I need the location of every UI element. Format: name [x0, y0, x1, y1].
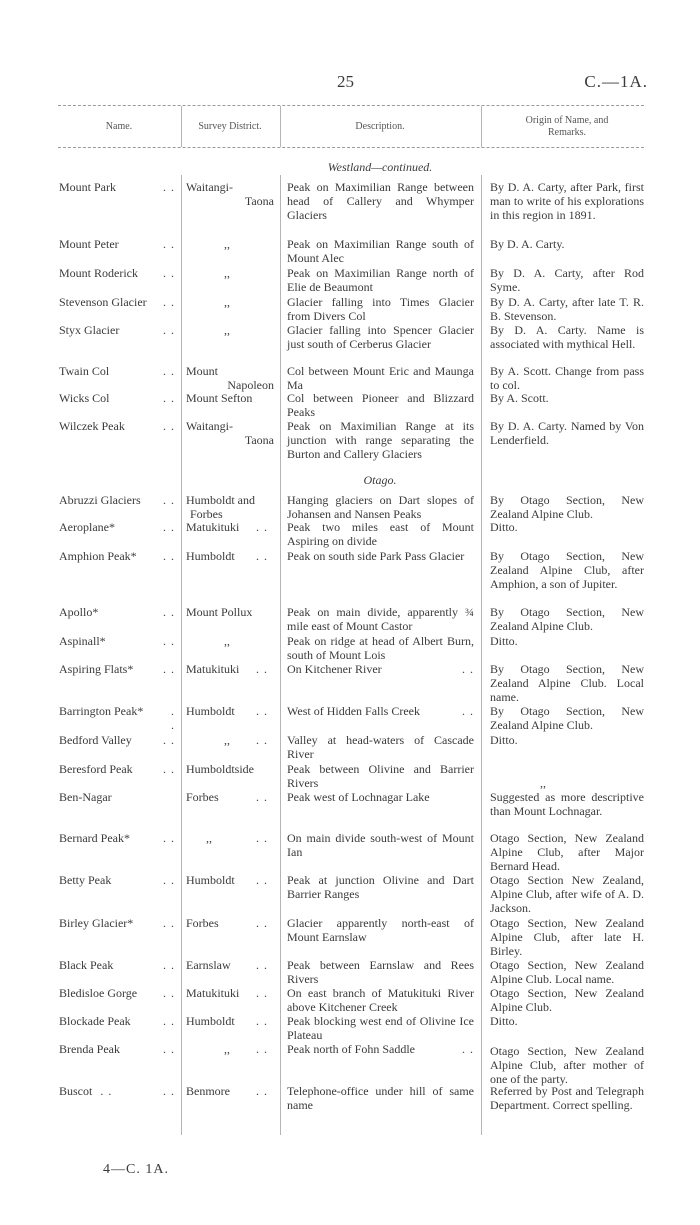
- entry-origin: Otago Section, New Zealand Alpine Club, after mother of one of the party.: [490, 1044, 644, 1086]
- leader-dots: . .: [163, 958, 175, 972]
- column-divider: [280, 106, 281, 147]
- entry-district: Mount Napoleon: [186, 364, 274, 392]
- entry-description: Peak on Maximilian Range between head of Callery and Whymper Glaciers: [287, 180, 474, 222]
- leader-dots: . .: [163, 986, 175, 1000]
- entry-name: [59, 364, 179, 378]
- entry-name-text: Twain Col: [59, 364, 110, 378]
- entry-origin: Otago Section, New Zealand Alpine Club, after Major Bernard Head.: [490, 831, 644, 873]
- leader-dots: . .: [256, 1084, 268, 1098]
- section-title-westland: Westland—continued.: [327, 160, 433, 174]
- entry-name: [59, 180, 179, 194]
- entry-name: [59, 873, 179, 887]
- entry-description: Peak blocking west end of Olivine Ice Plateau: [287, 1014, 474, 1042]
- leader-dots: . .: [163, 762, 175, 776]
- entry-district: Mount Pollux: [186, 605, 253, 619]
- column-divider: [280, 175, 281, 1135]
- header-rule-bottom: [58, 147, 644, 148]
- entry-district: Humboldtside: [186, 762, 254, 776]
- entry-description: [287, 704, 474, 718]
- entry-origin: By Otago Section, New Zealand Alpine Club.: [490, 704, 644, 732]
- page-footer-signature: 4—C. 1A.: [103, 1162, 169, 1177]
- entry-description: Peak two miles east of Mount Aspiring on divide: [287, 520, 474, 548]
- entry-name: [59, 733, 179, 747]
- leader-dots: . .: [163, 237, 175, 251]
- leader-dots: . .: [256, 831, 268, 845]
- entry-description: Peak on south side Park Pass Glacier: [287, 549, 465, 563]
- entry-name: [59, 704, 179, 732]
- entry-name-text: Apollo*: [59, 605, 99, 619]
- entry-name-text: Aspinall*: [59, 634, 106, 648]
- entry-origin: [490, 776, 644, 790]
- entry-description: Peak on ridge at head of Albert Burn, south of Mount Lois: [287, 634, 474, 662]
- entry-name: [59, 634, 179, 648]
- entry-description: Peak west of Lochnagar Lake: [287, 790, 430, 804]
- entry-name-text: Abruzzi Glaciers: [59, 493, 141, 507]
- entry-name-text: Wicks Col: [59, 391, 110, 405]
- entry-district-text: Humboldt: [186, 704, 235, 718]
- entry-description-text: On Kitchener River: [287, 662, 382, 676]
- leader-dots: . .: [163, 266, 175, 280]
- entry-district-text: Humboldt: [186, 1014, 235, 1028]
- leader-dots: . .: [163, 493, 175, 507]
- entry-district: [186, 790, 274, 804]
- leader-dots: . .: [163, 634, 175, 648]
- column-header-name: Name.: [105, 121, 133, 132]
- entry-district: Waitangi- Taona: [186, 419, 274, 447]
- ditto-mark: ,,: [224, 733, 230, 747]
- leader-dots: . .: [462, 662, 474, 676]
- entry-description: Valley at head-waters of Cascade River: [287, 733, 474, 761]
- leader-dots: . .: [256, 1014, 268, 1028]
- entry-name: Ben-Nagar: [59, 790, 112, 804]
- entry-name: [59, 986, 179, 1000]
- entry-name: [59, 916, 179, 930]
- entry-name: [59, 1014, 179, 1028]
- leader-dots: . .: [256, 1042, 268, 1056]
- entry-description: On east branch of Matukituki River above Kitchener Creek: [287, 986, 474, 1014]
- entry-name-text: Aspiring Flats*: [59, 662, 134, 676]
- entry-origin: Suggested as more descriptive than Mount Lochnagar.: [490, 790, 644, 818]
- entry-district: [186, 916, 274, 930]
- entry-district-text: Matukituki: [186, 520, 240, 534]
- entry-district-text: Humboldt: [186, 549, 235, 563]
- entry-district: Mount Sefton: [186, 391, 253, 405]
- leader-dots: . .: [163, 1084, 175, 1098]
- entry-origin: Ditto.: [490, 520, 518, 534]
- entry-origin: Ditto.: [490, 1014, 518, 1028]
- entry-description: Peak on main divide, apparently ¾ mile east of Mount Castor: [287, 605, 474, 633]
- entry-origin: By Otago Section, New Zealand Alpine Club.: [490, 605, 644, 633]
- leader-dots: . .: [256, 916, 268, 930]
- entry-description: Glacier apparently north-east of Mount Earnslaw: [287, 916, 474, 944]
- ditto-mark: ,,: [206, 831, 212, 845]
- section-title-otago: Otago.: [363, 473, 397, 487]
- entry-origin: Otago Section New Zealand, Alpine Club, after wife of A. D. Jackson.: [490, 873, 644, 915]
- entry-district-text: Matukituki: [186, 986, 240, 1000]
- leader-dots: . .: [163, 733, 175, 747]
- entry-description: Peak at junction Olivine and Dart Barrier Ranges: [287, 873, 474, 901]
- entry-name-text: Mount Peter: [59, 237, 119, 251]
- entry-name-text: Barrington Peak*: [59, 704, 144, 718]
- leader-dots: . .: [163, 605, 175, 619]
- entry-description-text: Peak north of Fohn Saddle: [287, 1042, 415, 1056]
- entry-origin: By D. A. Carty, after Park, first man to write of his explorations in this region in 1891.: [490, 180, 644, 222]
- entry-name-text: Styx Glacier: [59, 323, 120, 337]
- entry-description: Glacier falling into Times Glacier from Divers Col: [287, 295, 474, 323]
- entry-description: Peak on Maximilian Range at its junction with range separating the Burton and Callery Glaciers: [287, 419, 474, 461]
- entry-name: [59, 493, 179, 507]
- entry-district: Waitangi- Taona: [186, 180, 274, 208]
- entry-origin: Ditto.: [490, 634, 518, 648]
- entry-origin: By D. A. Carty.: [490, 237, 565, 251]
- entry-name: [59, 662, 179, 676]
- entry-origin: Otago Section, New Zealand Alpine Club, after late H. Birley.: [490, 916, 644, 958]
- entry-district: [186, 1014, 274, 1028]
- column-divider: [481, 106, 482, 147]
- entry-origin: By Otago Section, New Zealand Alpine Club, after Amphion, a son of Jupiter.: [490, 549, 644, 591]
- leader-dots: . .: [256, 733, 268, 747]
- entry-origin: By Otago Section, New Zealand Alpine Club.: [490, 493, 644, 521]
- entry-district: [186, 662, 274, 676]
- entry-name: [59, 391, 179, 405]
- leader-dots: . .: [163, 662, 175, 676]
- ditto-mark: ,,: [224, 323, 230, 337]
- entry-description: Glacier falling into Spencer Glacier just south of Cerberus Glacier: [287, 323, 474, 351]
- entry-district: [186, 520, 274, 534]
- leader-dots: . .: [163, 323, 175, 337]
- leader-dots: . .: [462, 1042, 474, 1056]
- leader-dots: . .: [256, 520, 268, 534]
- column-header-district: Survey District.: [198, 121, 262, 132]
- entry-description: Col between Mount Eric and Maunga Ma: [287, 364, 474, 392]
- leader-dots: . .: [163, 1042, 175, 1056]
- ditto-mark: ,,: [224, 266, 230, 280]
- header-rule-top: [58, 105, 644, 106]
- entry-district-text: Matukituki: [186, 662, 240, 676]
- column-divider: [181, 106, 182, 147]
- entry-origin: Otago Section, New Zealand Alpine Club.: [490, 986, 644, 1014]
- entry-description: Peak between Earnslaw and Rees Rivers: [287, 958, 474, 986]
- leader-dots: . .: [163, 391, 175, 405]
- entry-description: Peak on Maximilian Range south of Mount Alec: [287, 237, 474, 265]
- column-header-origin: Origin of Name, and Remarks.: [525, 115, 609, 138]
- entry-district: [186, 986, 274, 1000]
- entry-name-text: Bedford Valley: [59, 733, 132, 747]
- column-divider: [481, 175, 482, 1135]
- ditto-mark: ,,: [540, 776, 546, 790]
- entry-name-text: Bernard Peak*: [59, 831, 130, 845]
- entry-name-text: Mount Roderick: [59, 266, 138, 280]
- entry-name-text: Betty Peak: [59, 873, 112, 887]
- entry-description: Hanging glaciers on Dart slopes of Johansen and Nansen Peaks: [287, 493, 474, 521]
- entry-description: Col between Pioneer and Blizzard Peaks: [287, 391, 474, 419]
- entry-district-text: Humboldt: [186, 873, 235, 887]
- entry-origin: By D. A. Carty, after late T. R. B. Stevenson.: [490, 295, 644, 323]
- entry-name: [59, 266, 179, 280]
- leader-dots: . .: [163, 916, 175, 930]
- entry-name: [59, 762, 179, 776]
- entry-origin: By Otago Section, New Zealand Alpine Club. Local name.: [490, 662, 644, 704]
- column-divider: [181, 175, 182, 1135]
- leader-dots: . .: [163, 549, 175, 563]
- entry-description: Peak on Maximilian Range north of Elie de Beaumont: [287, 266, 474, 294]
- leader-dots: . .: [256, 986, 268, 1000]
- entry-name-text: Stevenson Glacier: [59, 295, 147, 309]
- entry-district: [186, 704, 274, 718]
- leader-dots: . .: [256, 662, 268, 676]
- entry-description: [287, 1042, 474, 1056]
- entry-name-text: Black Peak: [59, 958, 114, 972]
- entry-name: [59, 323, 179, 337]
- document-reference: C.—1A.: [584, 72, 648, 91]
- entry-name-text: Brenda Peak: [59, 1042, 120, 1056]
- page-number: 25: [337, 72, 354, 91]
- leader-dots: . .: [163, 873, 175, 887]
- entry-name-text: Mount Park: [59, 180, 116, 194]
- ditto-mark: ,,: [224, 634, 230, 648]
- entry-district: Humboldt and Forbes: [186, 493, 255, 521]
- entry-origin: Otago Section, New Zealand Alpine Club. Local name.: [490, 958, 644, 986]
- leader-dots: . .: [256, 704, 268, 718]
- entry-name: [59, 1042, 179, 1056]
- ditto-mark: ,,: [224, 1042, 230, 1056]
- entry-name: [59, 419, 179, 433]
- leader-dots: . .: [256, 873, 268, 887]
- entry-district: [186, 873, 274, 887]
- entry-district-text: Forbes: [186, 916, 219, 930]
- leader-dots: . .: [163, 419, 175, 433]
- ditto-mark: ,,: [224, 237, 230, 251]
- ditto-mark: ,,: [224, 295, 230, 309]
- entry-origin: By D. A. Carty, after Rod Syme.: [490, 266, 644, 294]
- entry-name-text: Amphion Peak*: [59, 549, 137, 563]
- entry-name: [59, 958, 179, 972]
- entry-name-text: Bledisloe Gorge: [59, 986, 138, 1000]
- entry-district: [186, 549, 274, 563]
- entry-origin: By A. Scott. Change from pass to col.: [490, 364, 644, 392]
- entry-description: [287, 662, 474, 676]
- entry-name-text: Buscot: [59, 1084, 93, 1098]
- leader-dots: . .: [462, 704, 474, 718]
- entry-origin: By D. A. Carty. Name is associated with mythical Hell.: [490, 323, 644, 351]
- entry-name-text: Beresford Peak: [59, 762, 133, 776]
- entry-district-text: Benmore: [186, 1084, 230, 1098]
- entry-description: Telephone-office under hill of same name: [287, 1084, 474, 1112]
- column-headers: [0, 112, 700, 144]
- leader-dots: . .: [163, 520, 175, 534]
- entry-origin: By D. A. Carty. Named by Von Lenderfield.: [490, 419, 644, 447]
- entry-name: [59, 520, 179, 534]
- leader-dots: . .: [163, 831, 175, 845]
- entry-name: [59, 831, 179, 845]
- leader-dots: . .: [163, 1014, 175, 1028]
- entry-origin: By A. Scott.: [490, 391, 549, 405]
- entry-district-text: Forbes: [186, 790, 219, 804]
- entry-district-text: Earnslaw: [186, 958, 231, 972]
- leader-dots: . .: [256, 790, 268, 804]
- entry-description: On main divide south-west of Mount Ian: [287, 831, 474, 859]
- entry-description: Peak between Olivine and Barrier Rivers: [287, 762, 474, 790]
- leader-dots: . .: [171, 704, 175, 732]
- leader-dots: . .: [256, 549, 268, 563]
- entry-description-text: West of Hidden Falls Creek: [287, 704, 421, 718]
- leader-dots: . .: [256, 958, 268, 972]
- entry-name: [59, 237, 179, 251]
- entry-name: [59, 549, 179, 563]
- entry-name-text: Birley Glacier*: [59, 916, 134, 930]
- entry-district: [186, 1084, 274, 1098]
- entry-name: Buscot . . . .: [59, 1084, 175, 1098]
- leader-dots: . .: [163, 295, 175, 309]
- entry-name: [59, 605, 179, 619]
- entry-district: [186, 958, 274, 972]
- entry-origin: Ditto.: [490, 733, 518, 747]
- leader-dots: . .: [163, 180, 175, 194]
- entry-name: [59, 295, 179, 309]
- entry-name-text: Wilczek Peak: [59, 419, 125, 433]
- entry-name-text: Aeroplane*: [59, 520, 115, 534]
- column-header-description: Description.: [355, 121, 405, 132]
- entry-origin: Referred by Post and Telegraph Department. Correct spelling.: [490, 1084, 644, 1112]
- entry-name-text: Blockade Peak: [59, 1014, 131, 1028]
- leader-dots: . .: [163, 364, 175, 378]
